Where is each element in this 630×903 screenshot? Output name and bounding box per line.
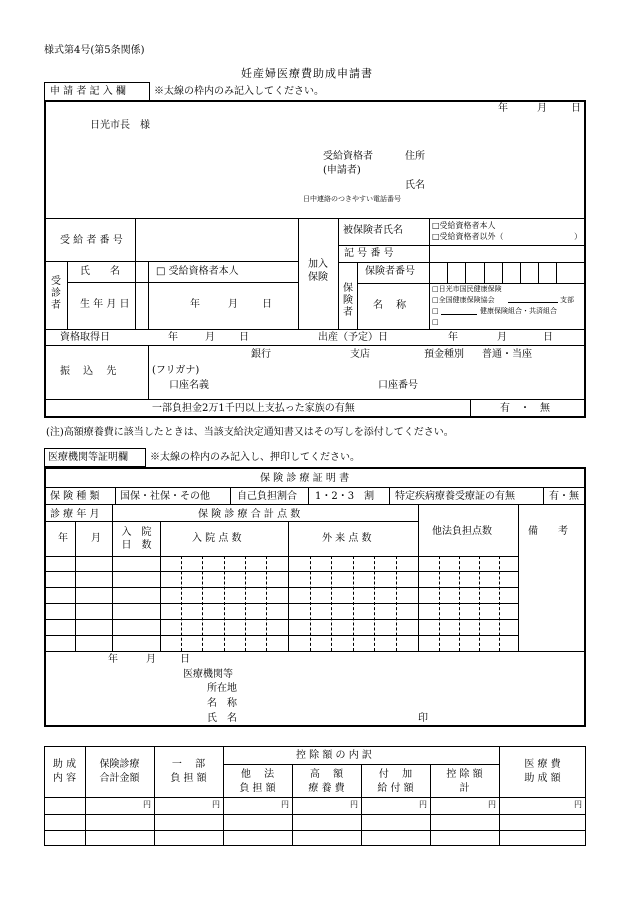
yen-high-cost: 円 bbox=[350, 800, 358, 809]
account-name-label: 口座名義 bbox=[169, 380, 209, 391]
name-label: 氏名 bbox=[405, 180, 425, 191]
medical-form bbox=[44, 467, 586, 727]
exam-month-label: 診 療 年 月 bbox=[50, 509, 100, 520]
patient-name-label: 氏 名 bbox=[80, 266, 120, 277]
office-other-law-label: 他 法 負 担 額 bbox=[239, 769, 276, 794]
office-subsidy-label: 医 療 費 助 成 額 bbox=[524, 759, 561, 784]
account-number-label: 口座番号 bbox=[378, 380, 418, 391]
form-title: 妊産婦医療費助成申請書 bbox=[241, 67, 373, 80]
expected-year: 年 bbox=[448, 332, 458, 343]
birth-day: 日 bbox=[262, 299, 272, 310]
insurer-option-union[interactable]: □ bbox=[432, 307, 439, 315]
qualified-label: 受給資格者 bbox=[323, 151, 373, 162]
sig-year: 年 bbox=[108, 654, 118, 665]
yen-total: 円 bbox=[143, 800, 151, 809]
date-month: 月 bbox=[537, 103, 547, 114]
patient-self-check[interactable]: □ 受給資格者本人 bbox=[156, 266, 239, 277]
symbol-number-label: 記 号 番 号 bbox=[344, 248, 394, 259]
expected-month: 月 bbox=[497, 332, 507, 343]
branch-label: 支店 bbox=[350, 349, 370, 360]
yen-additional: 円 bbox=[419, 800, 427, 809]
person-label: 氏 名 bbox=[207, 713, 237, 724]
location-label: 所在地 bbox=[207, 683, 237, 694]
insurer-option-kyokai-tail: 支部 bbox=[560, 296, 574, 304]
insurer-option-kyokai[interactable]: □全国健康保険協会 bbox=[432, 296, 495, 304]
acquired-day: 日 bbox=[239, 332, 249, 343]
note-text: (注)高額療養費に該当したときは、当該支給決定通知書又はその写しを添付してください。 bbox=[46, 427, 454, 438]
yen-other-law: 円 bbox=[281, 800, 289, 809]
deposit-type-value[interactable]: 普通・当座 bbox=[482, 349, 532, 360]
furigana-label: (フリガナ) bbox=[152, 365, 200, 376]
yen-partial: 円 bbox=[212, 800, 220, 809]
cert-title: 保 険 診 療 証 明 書 bbox=[260, 473, 350, 484]
recipient-number-label: 受 給 者 番 号 bbox=[60, 235, 123, 246]
phone-label: 日中連絡のつきやすい電話番号 bbox=[303, 195, 401, 203]
insurer-name-label: 名 称 bbox=[373, 300, 407, 311]
address-label: 住所 bbox=[405, 151, 425, 162]
transfer-label: 振 込 先 bbox=[60, 366, 117, 377]
applicant-label: (申請者) bbox=[323, 165, 361, 176]
office-high-cost-label: 高 額 療 養 費 bbox=[308, 769, 345, 794]
date-year: 年 bbox=[498, 103, 508, 114]
bank-label: 銀行 bbox=[251, 349, 271, 360]
total-points-label: 保 険 診 療 合 計 点 数 bbox=[198, 509, 301, 520]
other-law-label: 他法負担点数 bbox=[432, 526, 492, 537]
self-ratio-value[interactable]: 1・2・3 割 bbox=[315, 491, 375, 502]
deduction-header: 控 除 額 の 内 訳 bbox=[296, 750, 372, 761]
acquired-date-label: 資格取得日 bbox=[60, 332, 110, 343]
insurance-type-value[interactable]: 国保・社保・その他 bbox=[120, 491, 210, 502]
addressee: 日光市長 様 bbox=[90, 120, 150, 131]
office-total-label: 保険診療 合計金額 bbox=[99, 759, 140, 784]
office-additional-label: 付 加 給 付 額 bbox=[377, 769, 414, 794]
office-partial-label: 一 部 負 担 額 bbox=[170, 759, 207, 784]
date-day: 日 bbox=[571, 103, 581, 114]
outpatient-points-label: 外 来 点 数 bbox=[322, 533, 372, 544]
patient-label: 受 診 者 bbox=[51, 276, 61, 311]
specific-value[interactable]: 有・無 bbox=[549, 491, 579, 502]
form-number: 様式第4号(第5条関係) bbox=[44, 45, 145, 56]
sig-month: 月 bbox=[146, 654, 156, 665]
acquired-year: 年 bbox=[168, 332, 178, 343]
self-ratio-label: 自己負担割合 bbox=[237, 491, 297, 502]
sig-day: 日 bbox=[180, 654, 190, 665]
acquired-month: 月 bbox=[205, 332, 215, 343]
family-label: 一部負担金2万1千円以上支払った家族の有無 bbox=[152, 403, 355, 414]
birth-year: 年 bbox=[190, 299, 200, 310]
insured-name-label: 被保険者氏名 bbox=[343, 225, 403, 236]
year-col: 年 bbox=[58, 533, 68, 544]
inpatient-days-label: 入 院 日 数 bbox=[121, 527, 152, 551]
seal-mark: 印 bbox=[418, 713, 428, 724]
expected-day: 日 bbox=[543, 332, 553, 343]
institution-label: 医療機関等 bbox=[183, 669, 233, 680]
insurer-number-label: 保険者番号 bbox=[365, 266, 415, 277]
office-deduction-total-label: 控 除 額 計 bbox=[446, 769, 483, 794]
medical-section-label: 医療機関等証明欄 bbox=[48, 452, 128, 463]
insurer-option-other[interactable]: □ bbox=[432, 318, 439, 326]
family-value[interactable]: 有 ・ 無 bbox=[500, 403, 550, 414]
insured-option-self[interactable]: □受給資格者本人 bbox=[432, 221, 496, 230]
applicant-section-note: ※太線の枠内のみ記入してください。 bbox=[154, 86, 324, 97]
birth-month: 月 bbox=[228, 299, 238, 310]
month-col: 月 bbox=[91, 533, 101, 544]
yen-subsidy: 円 bbox=[574, 800, 582, 809]
office-content-label: 助 成 内 容 bbox=[52, 759, 77, 784]
deposit-type-label: 預金種別 bbox=[424, 349, 464, 360]
insurer-vertical-label: 保 険 者 bbox=[343, 283, 353, 318]
medical-section-note: ※太線の枠内のみ記入し、押印してください。 bbox=[150, 452, 360, 463]
specific-label: 特定疾病療養受療証の有無 bbox=[395, 491, 515, 502]
birthdate-label: 生 年 月 日 bbox=[80, 299, 130, 310]
insurer-option-union-tail: 健康保険組合・共済組合 bbox=[480, 307, 557, 315]
insured-option-other-close: ） bbox=[574, 232, 582, 241]
yen-deduction: 円 bbox=[488, 800, 496, 809]
remarks-label: 備 考 bbox=[528, 526, 568, 537]
applicant-section-label: 申 請 者 記 入 欄 bbox=[50, 86, 126, 97]
institution-name-label: 名 称 bbox=[207, 698, 237, 709]
insurance-type-label: 保 険 種 類 bbox=[50, 491, 100, 502]
insured-option-other[interactable]: □受給資格者以外（ bbox=[432, 232, 504, 241]
inpatient-points-label: 入 院 点 数 bbox=[192, 533, 242, 544]
insurer-option-nikko[interactable]: □日光市国民健康保険 bbox=[432, 285, 502, 293]
birth-expected-label: 出産（予定）日 bbox=[318, 332, 388, 343]
insurance-label: 加入 保険 bbox=[308, 259, 328, 283]
